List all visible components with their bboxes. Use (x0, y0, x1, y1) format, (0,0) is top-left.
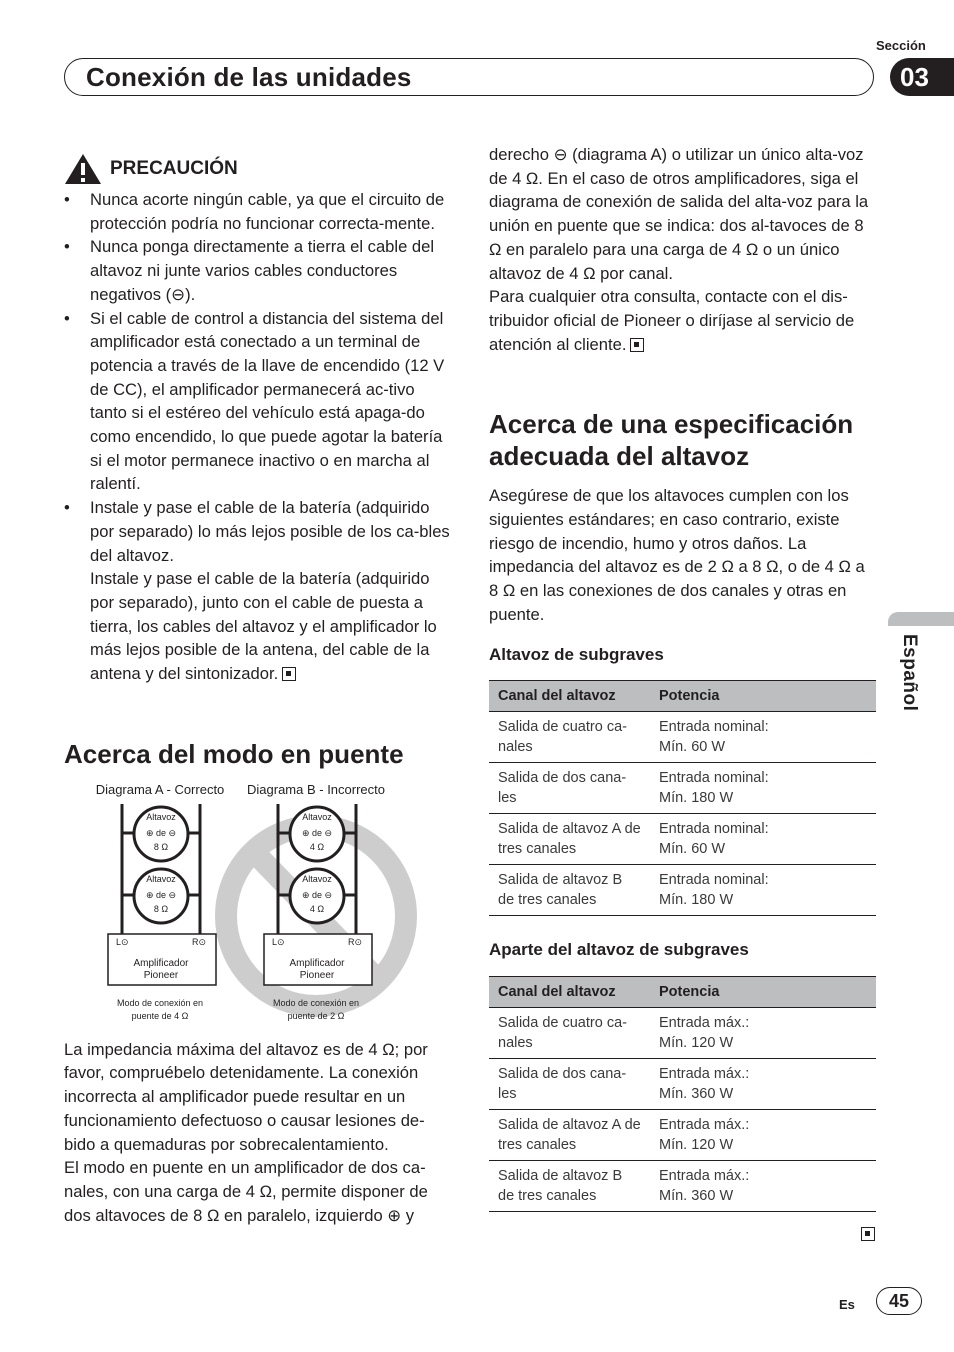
amp-terminal-r: R⊙ (192, 936, 207, 947)
power-value: Mín. 120 W (659, 1136, 734, 1153)
power-value: Mín. 360 W (659, 1085, 734, 1102)
diagram-b-caption: Modo de conexión en (272, 997, 360, 1008)
amp-label: Amplificador (133, 957, 189, 969)
power-value: Mín. 180 W (659, 790, 734, 807)
diagram-a-caption: puente de 4 Ω (131, 1010, 189, 1021)
caution-item: • Si el cable de control a distancia del sistema del amplificador está conectado a un terminal de potencia a través de la llave de encendido (12 V de CC), el amplificador permanecerá ac-tivo tanto si el estéreo del vehículo está apaga-do como encendido, lo que puede agotar la batería si el motor permanece inactivo o en marcha al ralentí. (64, 307, 456, 497)
table-cell (650, 1058, 876, 1109)
non-subwoofer-spec-table (489, 976, 876, 1212)
table-title: Aparte del altavoz de subgraves (489, 940, 749, 960)
amp-label: Amplificador (289, 957, 345, 969)
column-header: Canal del altavoz (489, 681, 650, 712)
table-cell: Salida de altavoz B de tres canales (489, 1160, 650, 1211)
speaker-terminals: ⊕ de ⊖ (145, 889, 177, 900)
power-value: Mín. 120 W (659, 1034, 734, 1051)
speaker-label: Altavoz (302, 873, 332, 884)
amp-terminal-r: R⊙ (348, 936, 363, 947)
language-label: Español (899, 634, 920, 712)
speaker-impedance: 8 Ω (153, 841, 169, 852)
diagram-b-caption: puente de 2 Ω (287, 1010, 345, 1021)
subwoofer-spec-table (489, 680, 876, 916)
column-header: Potencia (650, 681, 876, 712)
speaker-impedance: 4 Ω (309, 903, 325, 914)
diagram-a-caption: Modo de conexión en (116, 997, 204, 1008)
power-type: Entrada máx.: (659, 1167, 750, 1184)
table-cell (650, 814, 876, 865)
caution-item: • Nunca ponga directamente a tierra el cable del altavoz ni junte varios cables conductores negativos (⊖). (64, 235, 456, 306)
diagram-a-title: Diagrama A - Correcto (95, 783, 225, 797)
bridge-contact-text: Para cualquier otra consulta, contacte con el dis-tribuidor oficial de Pioneer o diríjase al servicio de atención al cliente. (489, 287, 855, 354)
table-cell (650, 1109, 876, 1160)
speaker-label: Altavoz (146, 873, 176, 884)
power-type: Entrada nominal: (659, 821, 769, 838)
left-column (64, 154, 456, 1227)
caution-title: PRECAUCIÓN (110, 158, 238, 180)
caution-item: • Instale y pase el cable de la batería (adquirido por separado) lo más lejos posible de los ca-bles del altavoz. (64, 496, 456, 567)
section-label: Sección (876, 38, 926, 53)
language-tab (888, 612, 954, 626)
table-cell (650, 1160, 876, 1211)
page-title: Conexión de las unidades (86, 62, 412, 92)
end-mark-icon (282, 667, 296, 681)
speaker-label: Altavoz (302, 811, 332, 822)
warning-icon (64, 153, 102, 185)
table-cell (650, 763, 876, 814)
caution-list (64, 188, 456, 567)
table-row (489, 865, 876, 916)
table-cell: Salida de dos cana-les (489, 1058, 650, 1109)
bridge-heading: Acerca del modo en puente (64, 738, 404, 769)
caution-continuation-text: Instale y pase el cable de la batería (adquirido por separado), junto con el cable de puesta a tierra, los cables del altavoz y el amplificador lo más lejos posible de la antena, del cable de la antena y del sintonizador. (90, 569, 437, 684)
power-type: Entrada máx.: (659, 1014, 750, 1031)
power-type: Entrada máx.: (659, 1065, 750, 1082)
power-value: Mín. 180 W (659, 892, 734, 909)
table-title: Altavoz de subgraves (489, 644, 664, 664)
table-row (489, 1007, 876, 1058)
speaker-terminals: ⊕ de ⊖ (301, 827, 333, 838)
table-cell (650, 1007, 876, 1058)
table-cell (650, 865, 876, 916)
bridge-paragraph: La impedancia máxima del altavoz es de 4 Ω; por favor, compruébelo detenidamente. La conexión incorrecta al amplificador puede resultar en un funcionamiento defectuoso o causar lesiones de-bido a quemaduras por sobrecalentamiento. (64, 1039, 428, 1154)
spec-intro: Asegúrese de que los altavoces cumplen con los siguientes estándares; en caso contrario, existe riesgo de incendio, humo y otros daños. La impedancia del altavoz es de 2 Ω a 8 Ω, o de 4 Ω a 8 Ω en las conexiones de dos canales y otras en puente. (489, 486, 865, 624)
caution-continuation (64, 567, 456, 686)
amp-terminal-l: L⊙ (272, 936, 285, 947)
table-header-row (489, 681, 876, 712)
power-value: Mín. 360 W (659, 1187, 734, 1204)
power-value: Mín. 60 W (659, 739, 726, 756)
table-row (489, 763, 876, 814)
bridge-paragraph-continued: derecho ⊖ (diagrama A) o utilizar un único alta-voz de 4 Ω. En el caso de otros amplificadores, siga el diagrama de conexión de salida del alta-voz para la unión en puente que se indica: dos al-tavoces de 8 Ω en paralelo para una carga de 4 Ω o un único altavoz de 4 Ω por canal. (489, 145, 869, 283)
footer-lang-code: Es (839, 1297, 855, 1312)
power-type: Entrada nominal: (659, 770, 769, 787)
end-mark-icon (630, 338, 644, 352)
table-row (489, 1109, 876, 1160)
spec-heading: Acerca de una especificación adecuada del altavoz (489, 409, 854, 472)
column-header: Potencia (650, 976, 876, 1007)
power-value: Mín. 60 W (659, 841, 726, 858)
table-row (489, 814, 876, 865)
power-type: Entrada nominal: (659, 719, 769, 736)
table-row (489, 712, 876, 763)
table-cell: Salida de altavoz A de tres canales (489, 1109, 650, 1160)
table-cell: Salida de cuatro ca-nales (489, 1007, 650, 1058)
diagram-b-title: Diagrama B - Incorrecto (247, 783, 385, 797)
table-cell: Salida de cuatro ca-nales (489, 712, 650, 763)
column-header: Canal del altavoz (489, 976, 650, 1007)
table-row (489, 1160, 876, 1211)
bridge-contact-paragraph (489, 285, 877, 356)
power-type: Entrada máx.: (659, 1116, 750, 1133)
table-cell: Salida de dos cana-les (489, 763, 650, 814)
section-number-badge: 03 (890, 58, 954, 96)
table-header-row (489, 976, 876, 1007)
page-number: 45 (876, 1287, 922, 1315)
right-column (489, 143, 877, 1246)
table-cell: Salida de altavoz A de tres canales (489, 814, 650, 865)
amp-brand: Pioneer (299, 969, 335, 981)
bridge-paragraph: El modo en puente en un amplificador de dos ca-nales, con una carga de 4 Ω, permite disponer de dos altavoces de 8 Ω en paralelo, izquierdo ⊕ y (64, 1158, 428, 1225)
table-cell: Salida de altavoz B de tres canales (489, 865, 650, 916)
power-type: Entrada nominal: (659, 872, 769, 889)
speaker-impedance: 4 Ω (309, 841, 325, 852)
bridge-diagram (64, 784, 456, 1034)
end-mark-container (489, 1222, 877, 1246)
table-row (489, 1058, 876, 1109)
amp-terminal-l: L⊙ (116, 936, 129, 947)
amp-brand: Pioneer (143, 969, 179, 981)
end-mark-icon (861, 1227, 875, 1241)
table-cell (650, 712, 876, 763)
speaker-label: Altavoz (146, 811, 176, 822)
caution-header (64, 154, 456, 184)
speaker-impedance: 8 Ω (153, 903, 169, 914)
speaker-terminals: ⊕ de ⊖ (145, 827, 177, 838)
speaker-terminals: ⊕ de ⊖ (301, 889, 333, 900)
caution-item: • Nunca acorte ningún cable, ya que el circuito de protección podría no funcionar correcta-mente. (64, 188, 456, 235)
